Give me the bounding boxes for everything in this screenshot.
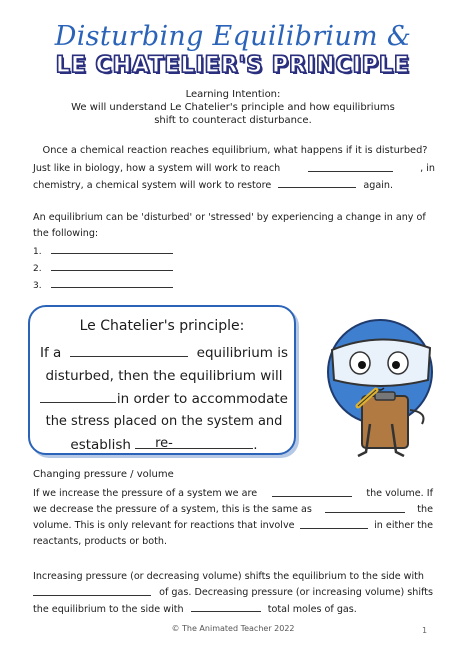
p1-text-d: again.	[363, 180, 394, 191]
principle-text: establish	[70, 437, 131, 453]
pressure-text: in either the	[374, 520, 433, 531]
principle-line-2: disturbed, then the equilibrium will	[45, 368, 283, 384]
shift-paragraph	[33, 569, 433, 618]
principle-line-3	[40, 388, 288, 410]
list-item	[33, 243, 233, 260]
footer-copyright: © The Animated Teacher 2022	[171, 624, 295, 633]
shift-blank-2[interactable]	[191, 601, 261, 612]
learning-intention-heading: Learning Intention:	[185, 89, 281, 100]
goggles-icon	[332, 339, 430, 386]
pressure-blank-1[interactable]	[272, 486, 352, 497]
list-item	[33, 277, 233, 294]
pressure-blank-3[interactable]	[300, 518, 368, 529]
p1-text-a: Just like in biology, how a system will work to reach	[33, 163, 281, 174]
principle-text: in order to accommodate	[116, 391, 288, 407]
pressure-text: the	[417, 504, 433, 515]
principle-line-5	[40, 434, 288, 456]
section-heading: Changing pressure / volume	[33, 469, 174, 480]
p1-blank-2[interactable]	[278, 177, 356, 188]
list-blank-1[interactable]	[51, 243, 173, 254]
learning-intention-text: We will understand Le Chatelier's principle and how equilibriums shift to counteract disturbance.	[71, 102, 395, 126]
shift-blank-1[interactable]	[33, 585, 151, 596]
list-number: 2.	[33, 264, 42, 274]
question-heading: Once a chemical reaction reaches equilibrium, what happens if it is disturbed?	[42, 145, 428, 156]
list-number: 1.	[33, 247, 42, 257]
pressure-blank-2[interactable]	[325, 502, 405, 513]
pressure-text: If we increase the pressure of a system we are	[33, 488, 258, 499]
page-title-line1: Disturbing Equilibrium &	[54, 21, 412, 52]
principle-line-1	[40, 342, 288, 364]
list-blank-3[interactable]	[51, 277, 173, 288]
disturbance-list	[33, 243, 233, 294]
page-title-line2: LE CHATELIER'S PRINCIPLE	[55, 53, 411, 78]
p1-blank-1[interactable]	[308, 161, 393, 172]
principle-text: .	[253, 437, 258, 453]
shift-text: total moles of gas.	[267, 604, 357, 615]
pressure-paragraph	[33, 486, 433, 550]
principle-blank-1[interactable]	[70, 342, 188, 357]
shift-text: Increasing pressure (or decreasing volume) shifts the equilibrium to the side with	[33, 571, 425, 582]
pressure-text: reactants, products or both.	[33, 536, 168, 547]
list-number: 3.	[33, 281, 42, 291]
principle-blank-3[interactable]	[135, 434, 253, 449]
principle-blank-2[interactable]	[40, 388, 116, 403]
paragraph-disturbance: An equilibrium can be 'disturbed' or 'stressed' by experiencing a change in any of the following:	[33, 212, 426, 239]
scientist-mascot-illustration	[318, 300, 448, 465]
shift-text: of gas. Decreasing pressure (or increasing volume) shifts	[159, 587, 433, 598]
pressure-text: the volume. If	[366, 488, 433, 499]
pressure-text: we decrease the pressure of a system, this is the same as	[33, 504, 312, 515]
pressure-text: volume. This is only relevant for reactions that involve	[33, 520, 295, 531]
list-item	[33, 260, 233, 277]
principle-text: If a	[40, 345, 62, 361]
p1-text-b: , in	[420, 163, 435, 174]
principle-line-4: the stress placed on the system and re-	[45, 414, 283, 451]
list-blank-2[interactable]	[51, 260, 173, 271]
shift-text: the equilibrium to the side with	[33, 604, 184, 615]
paragraph-homeostasis	[33, 161, 435, 194]
principle-title: Le Chatelier's principle:	[79, 318, 245, 334]
p1-text-c: chemistry, a chemical system will work to restore	[33, 180, 272, 191]
page-number: 1	[422, 626, 428, 635]
principle-text: equilibrium is	[196, 345, 288, 361]
